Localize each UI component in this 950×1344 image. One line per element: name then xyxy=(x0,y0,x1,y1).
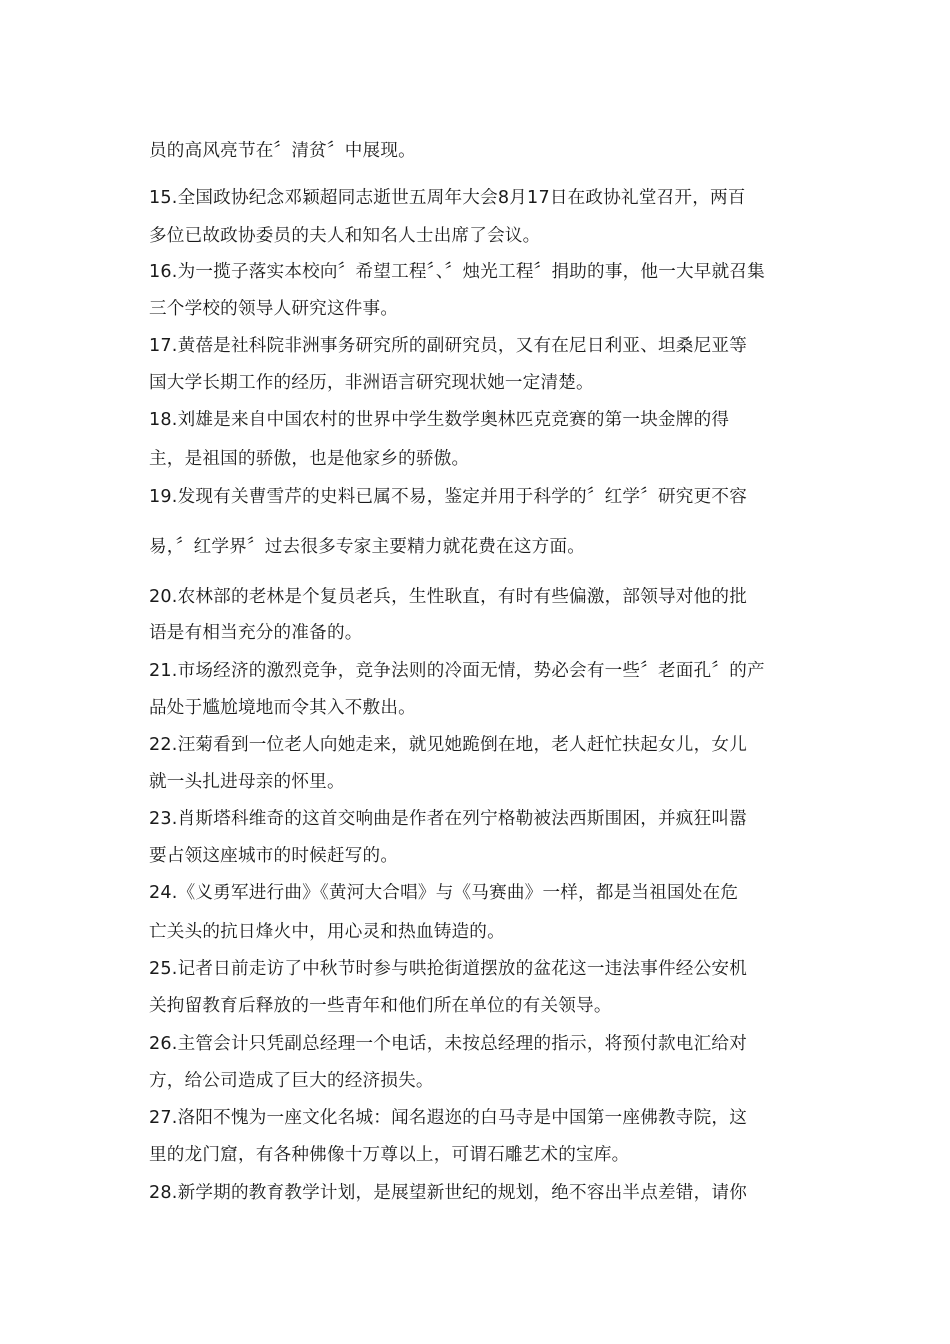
text-line: 里的龙门窟，有各种佛像十万尊以上，可谓石雕艺术的宝库。 xyxy=(149,1145,630,1165)
text-line: 主，是祖国的骄傲，也是他家乡的骄傲。 xyxy=(149,449,470,469)
text-line: 28.新学期的教育教学计划，是展望新世纪的规划，绝不容出半点差错，请你 xyxy=(149,1183,747,1203)
text-line: 员的高风亮节在〞清贫〞中展现。 xyxy=(149,141,416,161)
text-line: 三个学校的领导人研究这件事。 xyxy=(149,299,399,319)
text-line: 24.《义勇军进行曲》《黄河大合唱》与《马赛曲》一样，都是当祖国处在危 xyxy=(149,883,739,903)
text-line: 23.肖斯塔科维奇的这首交响曲是作者在列宁格勒被法西斯围困，并疯狂叫嚣 xyxy=(149,809,747,829)
text-line: 17.黄蓓是社科院非洲事务研究所的副研究员，又有在尼日利亚、坦桑尼亚等 xyxy=(149,336,747,356)
text-line: 国大学长期工作的经历，非洲语言研究现状她一定清楚。 xyxy=(149,373,594,393)
text-line: 22.汪菊看到一位老人向她走来，就见她跪倒在地，老人赶忙扶起女儿，女儿 xyxy=(149,735,747,755)
text-line: 方，给公司造成了巨大的经济损失。 xyxy=(149,1071,434,1091)
text-line: 18.刘雄是来自中国农村的世界中学生数学奥林匹克竞赛的第一块金牌的得 xyxy=(149,410,730,430)
text-line: 就一头扎进母亲的怀里。 xyxy=(149,772,345,792)
text-line: 16.为一揽子落实本校向〞希望工程〞、〞烛光工程〞捐助的事，他一大早就召集 xyxy=(149,262,765,282)
text-line: 语是有相当充分的准备的。 xyxy=(149,623,363,643)
text-line: 品处于尴尬境地而令其入不敷出。 xyxy=(149,698,416,718)
text-line: 要占领这座城市的时候赶写的。 xyxy=(149,846,399,866)
text-line: 21.市场经济的激烈竞争，竞争法则的冷面无情，势必会有一些〞老面孔〞的产 xyxy=(149,661,765,681)
text-line: 亡关头的抗日烽火中，用心灵和热血铸造的。 xyxy=(149,922,505,942)
text-line: 易，〞红学界〞过去很多专家主要精力就花费在这方面。 xyxy=(149,537,586,557)
text-line: 26.主管会计只凭副总经理一个电话，未按总经理的指示，将预付款电汇给对 xyxy=(149,1034,747,1054)
text-line: 关拘留教育后释放的一些青年和他们所在单位的有关领导。 xyxy=(149,996,612,1016)
text-line: 多位已故政协委员的夫人和知名人士出席了会议。 xyxy=(149,226,541,246)
text-line: 20.农林部的老林是个复员老兵，生性耿直，有时有些偏激，部领导对他的批 xyxy=(149,587,747,607)
text-line: 15.全国政协纪念邓颖超同志逝世五周年大会8月17日在政协礼堂召开，两百 xyxy=(149,188,746,208)
text-line: 27.洛阳不愧为一座文化名城：闻名遐迩的白马寺是中国第一座佛教寺院，这 xyxy=(149,1108,747,1128)
text-line: 25.记者日前走访了中秋节时参与哄抢街道摆放的盆花这一违法事件经公安机 xyxy=(149,959,747,979)
text-line: 19.发现有关曹雪芹的史料已属不易，鉴定并用于科学的〞红学〞研究更不容 xyxy=(149,487,747,507)
